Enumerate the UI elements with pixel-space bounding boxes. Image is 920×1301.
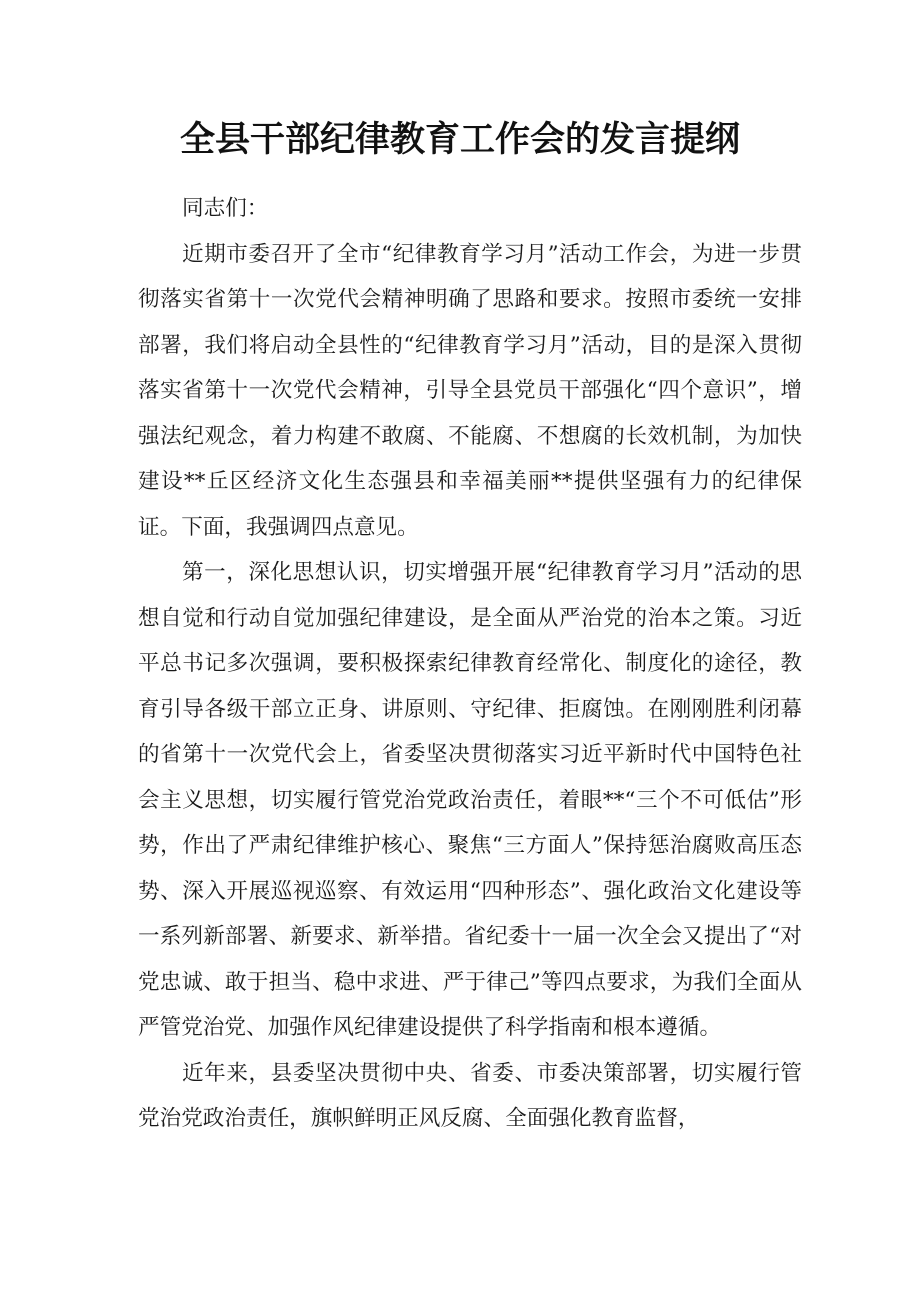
document-title: 全县干部纪律教育工作会的发言提纲 xyxy=(179,120,740,160)
paragraph-intro: 近期市委召开了全市“纪律教育学习月”活动工作会，为进一步贯彻落实省第十一次党代会精神明确了思路和要求。按照市委统一安排部署，我们将启动全县性的“纪律教育学习月”活动，目的是深入贯彻落实省第十一次党代会精神，引导全县党员干部强化“四个意识”，增强法纪观念，着力构建不敢腐、不能腐、不想腐的长效机制，为加快建设**丘区经济文化生态强县和幸福美丽**提供坚强有力的纪律保证。下面，我强调四点意见。 xyxy=(138,241,802,540)
document-body xyxy=(138,186,802,1142)
paragraph-first-point: 第一，深化思想认识，切实增强开展“纪律教育学习月”活动的思想自觉和行动自觉加强纪律建设，是全面从严治党的治本之策。习近平总书记多次强调，要积极探索纪律教育经常化、制度化的途径，教育引导各级干部立正身、讲原则、守纪律、拒腐蚀。在刚刚胜利闭幕的省第十一次党代会上，省委坚决贯彻落实习近平新时代中国特色社会主义思想，切实履行管党治党政治责任，着眼**“三个不可低估”形势，作出了严肃纪律维护核心、聚焦“三方面人”保持惩治腐败高压态势、深入开展巡视巡察、有效运用“四种形态”、强化政治文化建设等一系列新部署、新要求、新举措。省纪委十一届一次全会又提出了“对党忠诚、敢于担当、稳中求进、严于律己”等四点要求，为我们全面从严管党治党、加强作风纪律建设提供了科学指南和根本遵循。 xyxy=(138,560,802,1040)
salutation: 同志们： xyxy=(182,196,269,221)
paragraph-recent-years: 近年来，县委坚决贯彻中央、省委、市委决策部署，切实履行管党治党政治责任，旗帜鲜明正风反腐、全面强化教育监督， xyxy=(138,1060,802,1131)
